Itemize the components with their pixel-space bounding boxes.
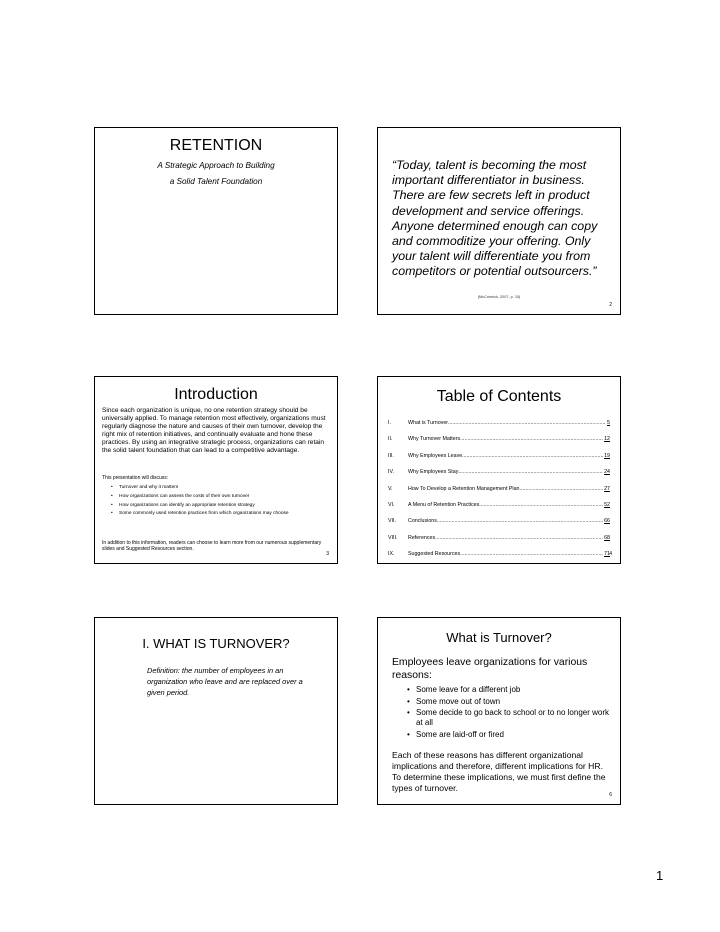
toc-entry	[388, 436, 610, 452]
slide-page-number: 4	[609, 551, 612, 557]
quote-citation: (McCormick, 2007, p. 15)	[477, 295, 521, 299]
toc-entry	[388, 469, 610, 485]
list-item: • Some leave for a different job	[407, 685, 610, 694]
slide-2-quote	[377, 127, 621, 315]
slide-page-number: 3	[326, 551, 329, 557]
toc-page-link[interactable]: 5	[607, 420, 610, 426]
toc-leader	[479, 502, 603, 508]
list-item: • How organizations can identify an appropriate retention strategy	[111, 503, 327, 509]
toc-page-link[interactable]: 52	[604, 501, 610, 508]
slide-5-what-is-turnover-section	[94, 617, 338, 805]
toc-page-link[interactable]: 24	[604, 469, 610, 476]
toc-number: I.	[388, 420, 391, 426]
toc-title: Why Employees Leave	[408, 452, 463, 459]
intro-paragraph: Since each organization is unique, no one retention strategy should be universally applied. To manage retention most effectively, organizations must regularly diagnose the nature and causes of their own turnover, develop the right mix of retention initiatives, and continually evaluate and hone these practices. By using an integrative strategic process, organizations can retain the solid talent foundation that can lead to a competitive advantage.	[102, 407, 326, 454]
toc-leader	[448, 420, 606, 426]
toc-title: Suggested Resources	[408, 551, 461, 558]
toc-leader	[460, 551, 603, 557]
toc-leader	[520, 486, 604, 492]
toc-number: II.	[388, 436, 393, 443]
slide-1-retention	[94, 127, 338, 315]
toc-entry	[388, 502, 610, 518]
list-item: • Some are laid-off or fired	[407, 730, 610, 739]
list-item: • Turnover and why it matters	[111, 485, 327, 491]
intro-footer-note: In addition to this information, readers can choose to learn more from our numerous supplementary slides and Suggested Resources section.	[102, 540, 322, 553]
toc-number: VIII.	[388, 534, 398, 541]
intro-list-lead: This presentation will discuss:	[102, 475, 169, 481]
subtitle-line-2: a Solid Talent Foundation	[169, 177, 263, 186]
toc-leader	[462, 453, 603, 459]
toc-page-link[interactable]: 19	[604, 452, 610, 459]
slide-4-table-of-contents	[377, 376, 621, 564]
list-item: • How organizations can assess the costs of their own turnover	[111, 494, 327, 500]
toc-number: IX.	[388, 551, 395, 558]
toc-page-link[interactable]: 68	[604, 534, 610, 541]
toc-entry	[388, 535, 610, 551]
intro-bullet-list	[111, 485, 327, 520]
toc-number: III.	[388, 452, 394, 459]
toc-title: Conclusions	[408, 518, 437, 525]
slide-6-what-is-turnover	[377, 617, 621, 805]
slide-title: What is Turnover?	[446, 630, 552, 645]
subtitle-line-1: A Strategic Approach to Building	[157, 161, 275, 170]
list-item: • Some move out of town	[407, 697, 610, 706]
toc-number: VI.	[388, 501, 395, 508]
toc-list	[388, 420, 610, 568]
turnover-reasons-list	[407, 685, 610, 741]
toc-title: References	[408, 534, 436, 541]
toc-leader	[435, 535, 603, 541]
toc-number: VII.	[388, 518, 396, 525]
toc-title: A Menu of Retention Practices	[408, 501, 480, 508]
toc-title: What is Turnover	[408, 420, 449, 426]
slide-title: I. WHAT IS TURNOVER?	[142, 636, 290, 651]
slide-page-number: 2	[609, 302, 612, 308]
turnover-implications-paragraph: Each of these reasons has different organizational implications and therefore, different implications for HR. To determine these implications, we must first define the types of turnover.	[392, 750, 606, 793]
toc-page-link[interactable]: 71	[604, 551, 610, 558]
document-page-number: 1	[656, 868, 664, 883]
toc-page-link[interactable]: 27	[604, 485, 610, 492]
slide-subtitle	[95, 158, 337, 190]
turnover-definition: Definition: the number of employees in an organization who leave and are replaced over a given period.	[147, 666, 303, 697]
toc-title: Why Turnover Matters	[408, 436, 461, 443]
toc-page-link[interactable]: 12	[604, 436, 610, 443]
turnover-lead: Employees leave organizations for various reasons:	[392, 657, 588, 681]
toc-leader	[458, 469, 603, 475]
toc-entry	[388, 453, 610, 469]
toc-page-link[interactable]: 66	[604, 518, 610, 525]
toc-number: V.	[388, 485, 393, 492]
slide-title: Table of Contents	[436, 388, 562, 405]
talent-quote: “Today, talent is becoming the most important differentiator in business. There are few secrets left in product development and service offerings. Anyone determined enough can copy and commoditize your offering. Only your talent will differentiate you from competitors or potential outsourcers.”	[392, 158, 598, 279]
toc-entry	[388, 518, 610, 534]
slide-3-introduction	[94, 376, 338, 564]
toc-entry	[388, 486, 610, 502]
toc-number: IV.	[388, 469, 394, 476]
slide-page-number: 6	[609, 792, 612, 798]
list-item: • Some commonly used retention practices from which organizations may choose	[111, 511, 327, 517]
slide-title: RETENTION	[169, 137, 263, 154]
toc-leader	[437, 518, 603, 524]
toc-entry	[388, 420, 610, 436]
toc-entry	[388, 551, 610, 567]
list-item: • Some decide to go back to school or to no longer work at all	[407, 708, 610, 727]
toc-title: Why Employees Stay	[408, 469, 459, 476]
toc-leader	[460, 436, 603, 442]
slide-title: Introduction	[174, 386, 258, 403]
toc-title: How To Develop a Retention Management Plan	[408, 485, 520, 492]
